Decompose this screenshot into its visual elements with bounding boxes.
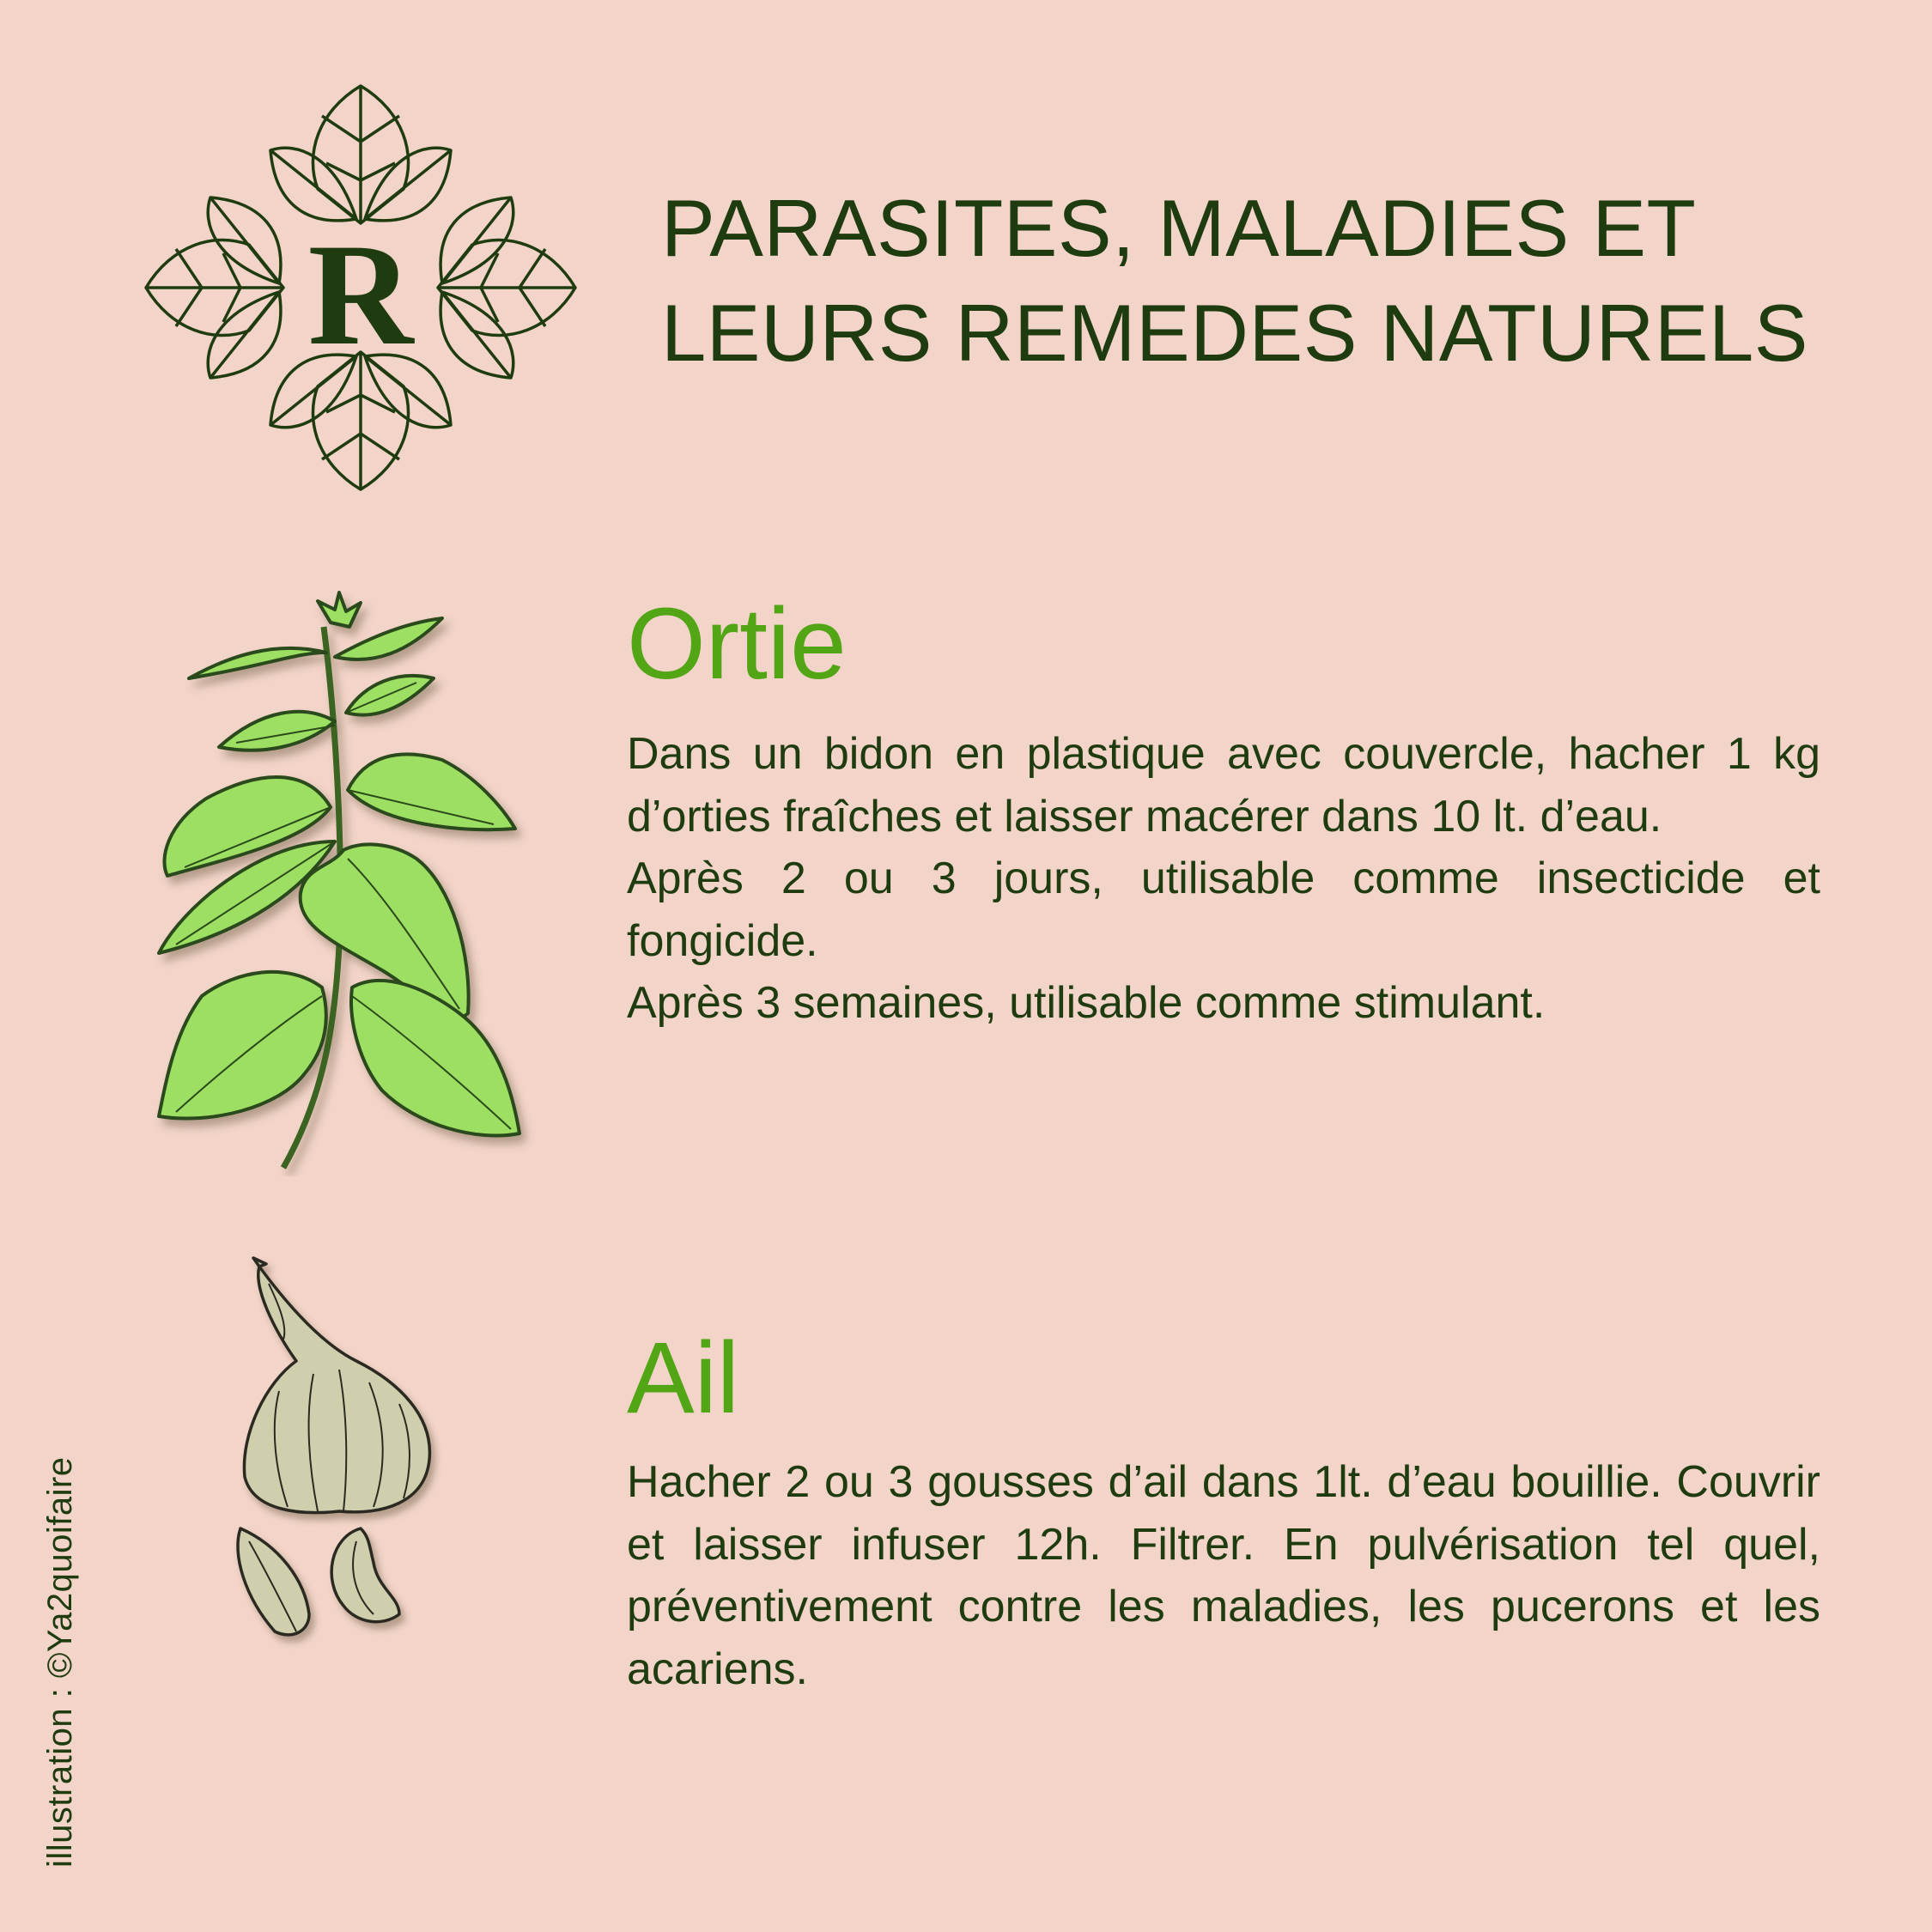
logo-letter: R: [307, 214, 414, 375]
nettle-icon: [125, 584, 554, 1176]
paragraph: Après 3 semaines, utilisable comme stimulant.: [627, 978, 1546, 1028]
section-body-ortie: [627, 723, 1820, 1035]
illustration-credit: illustration : ©Ya2quoifaire: [41, 1456, 79, 1868]
section-title-ail: Ail: [627, 1321, 740, 1435]
paragraph: Dans un bidon en plastique avec couvercle, hacher 1 kg d’orties fraîches et laisser macérer dans 10 lt. d’eau.: [627, 729, 1820, 841]
page-title: [661, 176, 1808, 386]
section-title-ortie: Ortie: [627, 587, 847, 701]
paragraph: Hacher 2 ou 3 gousses d’ail dans 1lt. d’eau bouillie. Couvrir et laisser infuser 12h. Filtrer. En pulvérisation tel quel, préventivement contre les maladies, les pucerons et les acariens.: [627, 1457, 1820, 1694]
garlic-icon: [228, 1254, 451, 1657]
page-title-line-2: LEURS REMEDES NATURELS: [661, 288, 1808, 378]
paragraph: Après 2 ou 3 jours, utilisable comme insecticide et fongicide.: [627, 854, 1820, 966]
section-body-ail: [627, 1451, 1820, 1700]
logo: [142, 82, 580, 494]
page-title-line-1: PARASITES, MALADIES ET: [661, 183, 1697, 273]
